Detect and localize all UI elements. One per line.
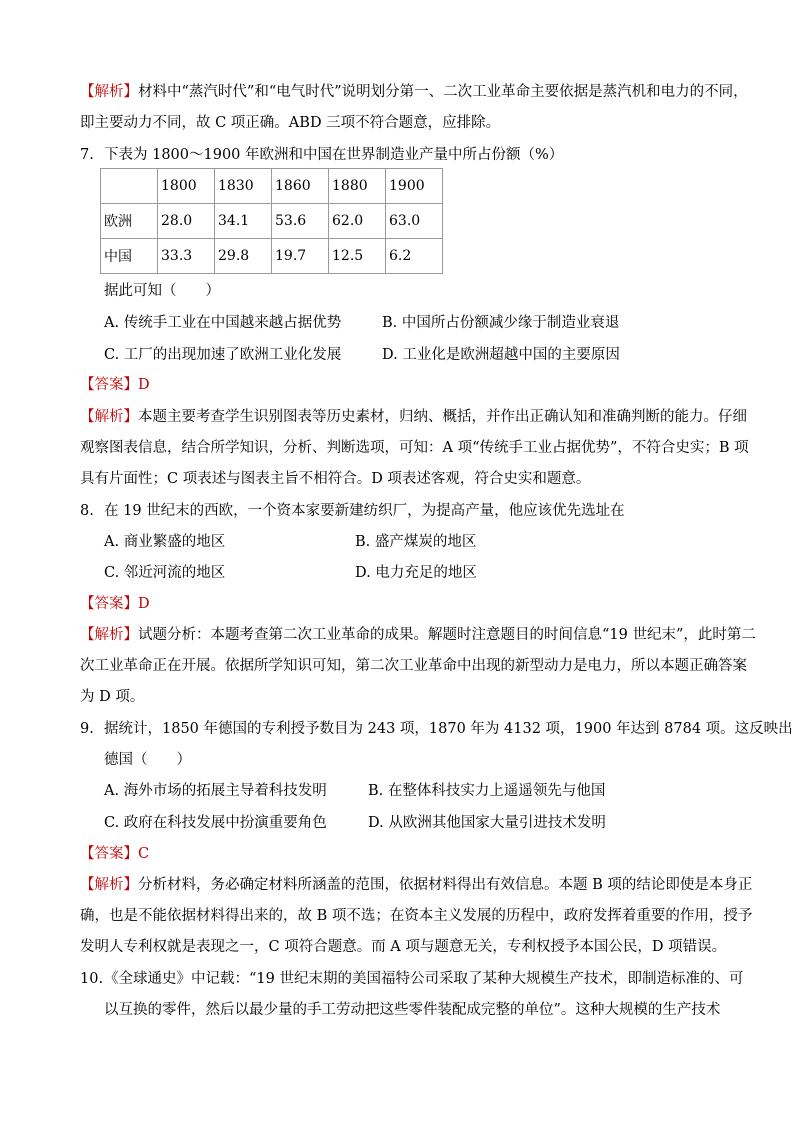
question-number: 7. <box>80 147 94 163</box>
table-cell: 34.1 <box>215 204 272 239</box>
table-cell: 1900 <box>386 169 443 204</box>
answer-tag: 【答案】 <box>80 596 138 612</box>
table-cell: 29.8 <box>215 239 272 274</box>
table-cell: 1800 <box>158 169 215 204</box>
analysis-line: 次工业革命正在开展。依据所学知识可知，第二次工业革命中出现的新型动力是电力，所以本题正确答案 <box>80 658 747 674</box>
analysis-line: 具有片面性；C 项表述与图表主旨不相符合。D 项表述客观，符合史实和题意。 <box>80 471 591 487</box>
answer-value: C <box>138 846 150 862</box>
table-cell <box>101 169 158 204</box>
question-9-stem <box>80 719 793 739</box>
question-text: 德国（ ） <box>104 752 191 768</box>
analysis-line <box>80 82 748 102</box>
table-cell: 33.3 <box>158 239 215 274</box>
question-prompt: 据此可知（ ） <box>104 283 220 299</box>
table-cell: 6.2 <box>386 239 443 274</box>
option-c: C. 工厂的出现加速了欧洲工业化发展 <box>104 347 342 363</box>
answer-line <box>80 375 150 395</box>
question-number: 10. <box>80 971 104 987</box>
option-a: A. 海外市场的拓展主导着科技发明 <box>104 783 327 799</box>
option-c: C. 政府在科技发展中扮演重要角色 <box>104 815 327 831</box>
analysis-tag: 【解析】 <box>80 627 138 643</box>
option-a: A. 传统手工业在中国越来越占据优势 <box>104 315 342 331</box>
analysis-text: 试题分析：本题考查第二次工业革命的成果。解题时注意题目的时间信息“19 世纪末”，此时第二 <box>138 627 756 643</box>
question-10-stem <box>80 969 743 989</box>
question-number: 8. <box>80 503 94 519</box>
table-cell: 1830 <box>215 169 272 204</box>
option-d: D. 从欧洲其他国家大量引进技术发明 <box>368 815 606 831</box>
table-cell: 19.7 <box>272 239 329 274</box>
question-number: 9. <box>80 721 94 737</box>
analysis-tag: 【解析】 <box>80 877 138 893</box>
table-cell: 12.5 <box>329 239 386 274</box>
analysis-text: 本题主要考查学生识别图表等历史素材，归纳、概括，并作出正确认知和准确判断的能力。仔细 <box>138 409 747 425</box>
answer-line <box>80 844 149 864</box>
option-a: A. 商业繁盛的地区 <box>104 534 226 550</box>
question-text: 《全球通史》中记载：“19 世纪末期的美国福特公司采取了某种大规模生产技术，即制造标准的、可 <box>104 971 744 987</box>
table-row <box>101 239 443 274</box>
question-text: 在 19 世纪末的西欧，一个资本家要新建纺织厂，为提高产量，他应该优先选址在 <box>104 503 625 519</box>
analysis-tag: 【解析】 <box>80 409 138 425</box>
option-d: D. 工业化是欧洲超越中国的主要原因 <box>382 347 620 363</box>
answer-tag: 【答案】 <box>80 846 138 862</box>
table-header-row <box>101 169 443 204</box>
question-text: 下表为 1800～1900 年欧洲和中国在世界制造业产量中所占份额（%） <box>104 147 564 163</box>
analysis-tag: 【解析】 <box>80 84 138 100</box>
analysis-line: 观察图表信息，结合所学知识，分析、判断选项，可知：A 项“传统手工业占据优势”，不符合史实；B 项 <box>80 440 749 456</box>
analysis-text: 材料中“蒸汽时代”和“电气时代”说明划分第一、二次工业革命主要依据是蒸汽机和电力的不同， <box>138 84 748 100</box>
share-table <box>100 168 443 274</box>
analysis-line: 为 D 项。 <box>80 689 145 705</box>
table-cell: 1880 <box>329 169 386 204</box>
analysis-line: 确，也是不能依据材料得出来的，故 B 项不选；在资本主义发展的历程中，政府发挥着重要的作用，授予 <box>80 908 753 924</box>
analysis-line <box>80 625 756 645</box>
table-cell: 53.6 <box>272 204 329 239</box>
answer-value: D <box>138 596 150 612</box>
question-text: 据统计，1850 年德国的专利授予数目为 243 项，1870 年为 4132 项，1900 年达到 8784 项。这反映出 <box>104 721 793 737</box>
option-c: C. 邻近河流的地区 <box>104 565 226 581</box>
answer-value: D <box>138 377 150 393</box>
option-b: B. 盛产煤炭的地区 <box>355 534 477 550</box>
table-cell: 中国 <box>101 239 158 274</box>
option-d: D. 电力充足的地区 <box>355 565 477 581</box>
analysis-line <box>80 407 747 427</box>
table-cell: 28.0 <box>158 204 215 239</box>
question-text: 以互换的零件，然后以最少量的手工劳动把这些零件装配成完整的单位”。这种大规模的生产技术 <box>104 1002 721 1018</box>
table-row <box>101 204 443 239</box>
table-cell: 欧洲 <box>101 204 158 239</box>
answer-tag: 【答案】 <box>80 377 138 393</box>
analysis-line <box>80 875 752 895</box>
table-cell: 1860 <box>272 169 329 204</box>
answer-line <box>80 594 150 614</box>
table-cell: 62.0 <box>329 204 386 239</box>
option-b: B. 中国所占份额减少缘于制造业衰退 <box>382 315 620 331</box>
analysis-line: 发明人专利权就是表现之一，C 项符合题意。而 A 项与题意无关，专利权授予本国公民，D 项错误。 <box>80 939 727 955</box>
table-cell: 63.0 <box>386 204 443 239</box>
question-8-stem <box>80 501 625 521</box>
question-7-stem <box>80 145 563 165</box>
option-b: B. 在整体科技实力上遥遥领先与他国 <box>368 783 606 799</box>
analysis-text: 分析材料，务必确定材料所涵盖的范围，依据材料得出有效信息。本题 B 项的结论即使是本身正 <box>138 877 753 893</box>
analysis-line: 即主要动力不同，故 C 项正确。ABD 三项不符合题意，应排除。 <box>80 115 501 131</box>
